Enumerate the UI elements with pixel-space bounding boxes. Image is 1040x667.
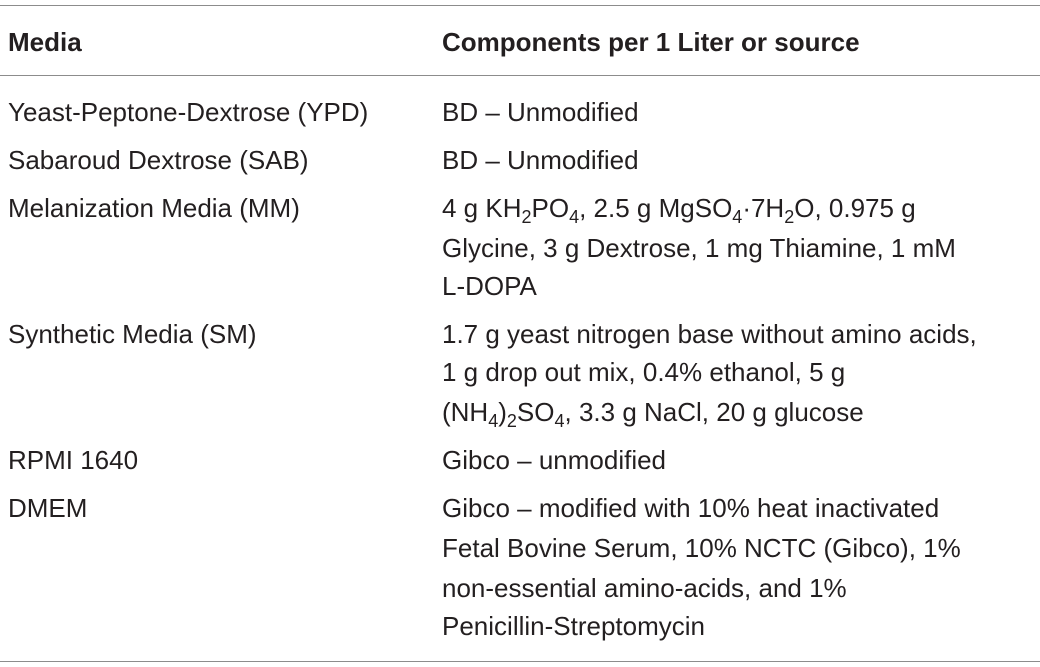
row-components-dmem-line4: Penicillin-Streptomycin xyxy=(442,611,705,641)
row-components-sab: BD – Unmodified xyxy=(442,145,639,175)
row-components-mm-line1: 4 g $KH_2PO_4$, 2.5 g $MgSO_4\cdot 7H_2O$, 0.975 g xyxy=(442,193,916,227)
row-components-mm-line2: Glycine, 3 g Dextrose, 1 mg Thiamine, 1 mM xyxy=(442,233,956,263)
row-media-dmem: DMEM xyxy=(8,493,88,523)
row-media-rpmi: RPMI 1640 xyxy=(8,445,139,475)
table-bottom-rule xyxy=(0,661,1040,662)
row-media-ypd: Yeast-Peptone-Dextrose (YPD) xyxy=(8,97,369,127)
row-components-dmem-line1: Gibco – modified with 10% heat inactivated xyxy=(442,493,940,523)
row-media-sm: Synthetic Media (SM) xyxy=(8,319,257,349)
row-components-sm-line2: 1 g drop out mix, 0.4% ethanol, 5 g xyxy=(442,357,846,387)
row-components-sm-line1: 1.7 g yeast nitrogen base without amino acids, xyxy=(442,319,977,349)
row-media-mm: Melanization Media (MM) xyxy=(8,193,300,223)
header-components: Components per 1 Liter or source xyxy=(442,27,860,57)
header-rule xyxy=(0,75,1040,76)
row-components-dmem-line3: non-essential amino-acids, and 1% xyxy=(442,573,847,603)
row-components-sm-line3: $(NH_4)_2SO_4$, 3.3 g NaCl, 20 g glucose xyxy=(442,397,864,431)
row-components-mm-line3: L-DOPA xyxy=(442,271,537,301)
header-media: Media xyxy=(8,27,82,57)
table-top-rule xyxy=(0,5,1040,6)
row-components-dmem-line2: Fetal Bovine Serum, 10% NCTC (Gibco), 1% xyxy=(442,533,961,563)
row-components-rpmi: Gibco – unmodified xyxy=(442,445,667,475)
row-components-ypd: BD – Unmodified xyxy=(442,97,639,127)
row-media-sab: Sabaroud Dextrose (SAB) xyxy=(8,145,309,175)
